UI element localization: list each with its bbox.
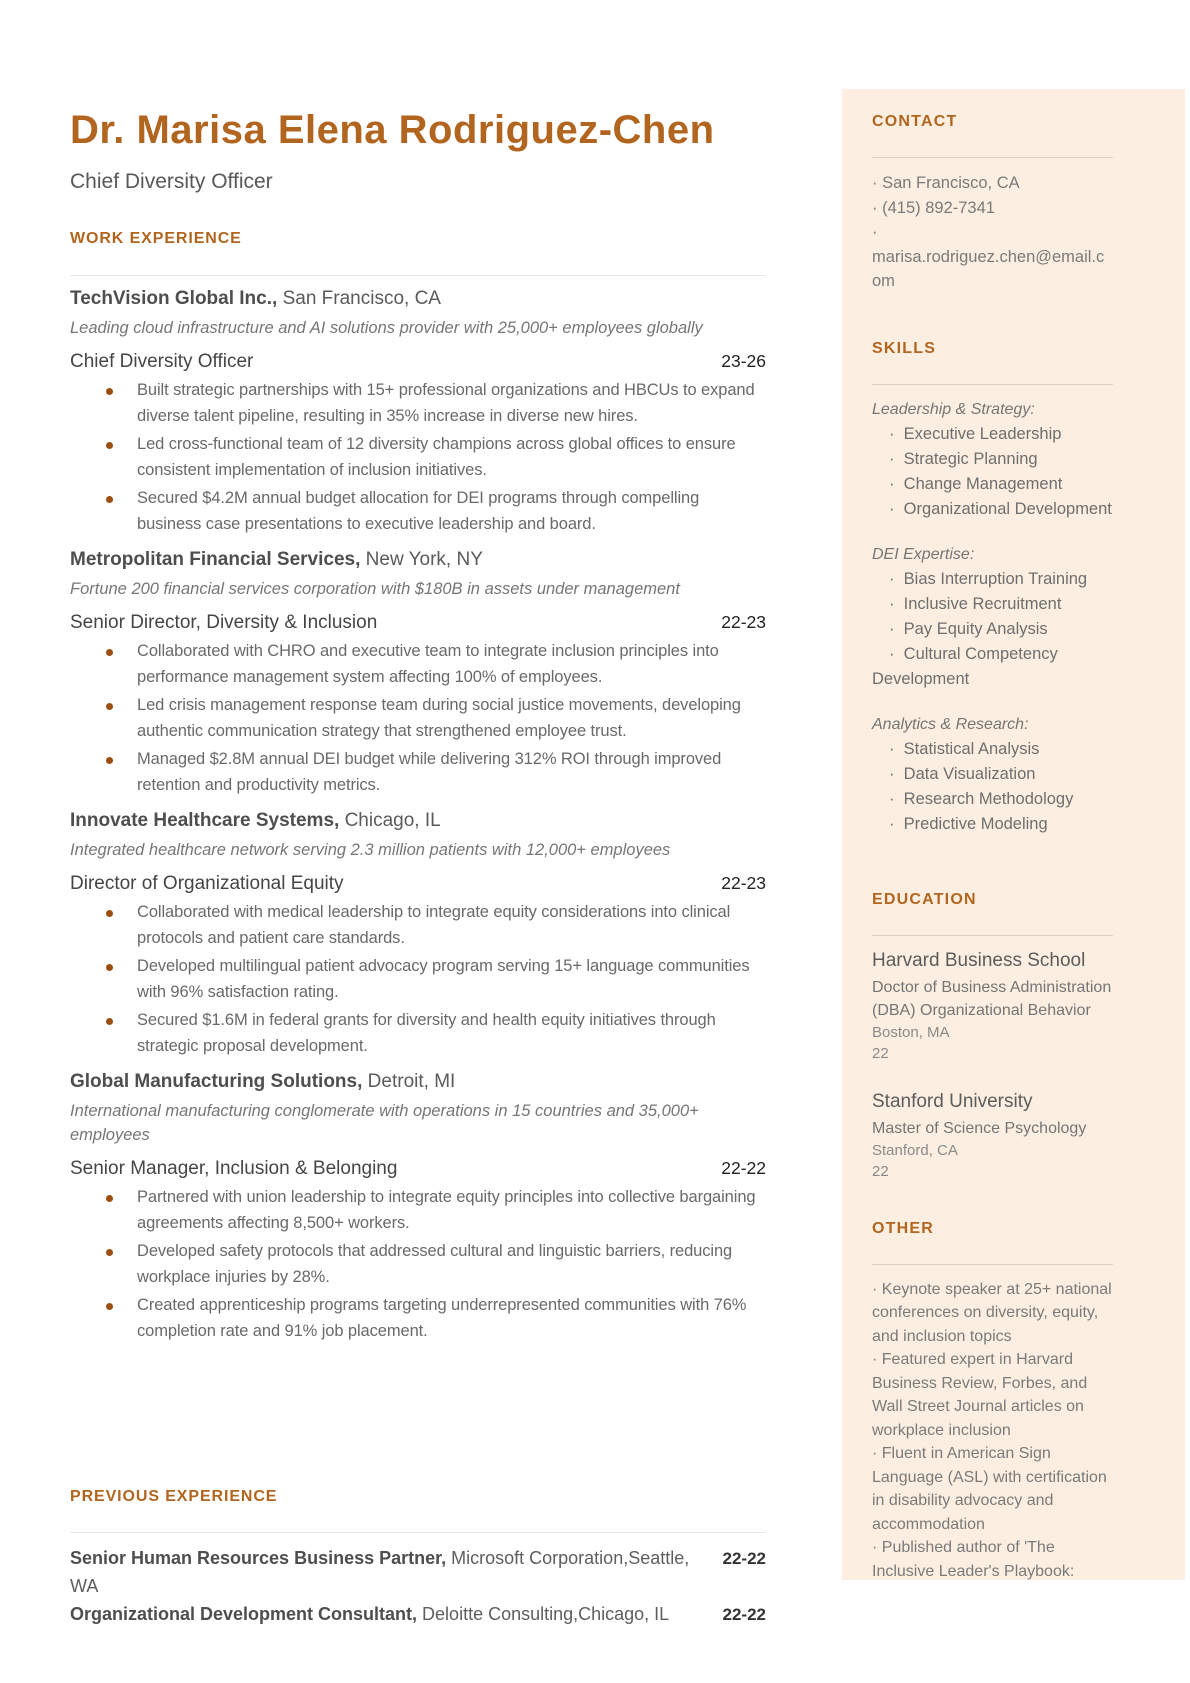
candidate-title: Chief Diversity Officer [70,170,273,193]
company-description: International manufacturing conglomerate with operations in 15 countries and 35,000+ employees [70,1102,699,1144]
previous-role-line [70,1600,669,1628]
school-name: Stanford University [872,1090,1033,1112]
job-bullet-text: Collaborated with CHRO and executive team to integrate inclusion principles into performance management system affecting 100% of employees. [137,642,719,686]
sidebar-divider [872,157,1113,158]
job-bullet [70,1293,766,1344]
company-description: Integrated healthcare network serving 2.3 million patients with 12,000+ employees [70,841,671,859]
previous-role-company: Deloitte Consulting,Chicago, IL [417,1604,670,1624]
other-heading: OTHER [872,1219,934,1237]
skill-item: · Cultural Competency Development [872,642,1113,692]
skill-item: · Bias Interruption Training [872,567,1113,592]
contact-email: marisa.rodriguez.chen@email.com [872,247,1105,290]
bullet-icon [106,649,113,656]
bullet-icon [872,220,1113,245]
company-location: Chicago, IL [339,810,441,831]
previous-role-company: Microsoft Corporation,Seattle, WA [70,1548,690,1596]
job-entry [70,1069,766,1344]
role-title: Senior Manager, Inclusion & Belonging [70,1158,398,1179]
job-bullet-text: Led cross-functional team of 12 diversity champions across global offices to ensure consistent implementation of inclusion initiatives. [137,435,736,479]
other-item: · Keynote speaker at 25+ national conferences on diversity, equity, and inclusion topics [872,1278,1113,1349]
previous-role-line [70,1544,715,1600]
role-row [70,1158,766,1180]
contact-phone: · (415) 892-7341 [872,196,1113,221]
previous-role-title: Organizational Development Consultant, [70,1604,418,1624]
previous-role-dates: 22-22 [722,1605,766,1624]
bullet-icon [106,388,113,395]
resume-main-column [70,92,766,1347]
job-bullet-text: Developed safety protocols that addressed cultural and linguistic barriers, reducing workplace injuries by 28%. [137,1242,733,1286]
skills-heading: SKILLS [872,339,937,357]
contact-location: · San Francisco, CA [872,171,1113,196]
skill-item: · Research Methodology [872,787,1113,812]
company-location: New York, NY [360,549,483,570]
job-bullet [70,378,766,429]
other-item: · Fluent in American Sign Language (ASL) with certification in disability advocacy and accommodation [872,1442,1113,1536]
job-bullet [70,639,766,690]
role-title: Senior Director, Diversity & Inclusion [70,612,378,633]
job-bullet [70,432,766,483]
school-year: 22 [872,1162,889,1180]
skill-group [872,543,1113,692]
company-name: TechVision Global Inc., [70,288,278,309]
school-location: Boston, MA [872,1023,950,1041]
previous-role-title: Senior Human Resources Business Partner, [70,1548,447,1568]
job-bullet-text: Collaborated with medical leadership to integrate equity considerations into clinical protocols and patient care standards. [137,903,731,947]
education-entry [872,949,1113,1064]
sidebar-divider [872,935,1113,936]
skill-group [872,713,1113,837]
school-degree: Doctor of Business Administration (DBA) Organizational Behavior [872,978,1112,1019]
other-item: · Published author of 'The Inclusive Leader's Playbook: [872,1536,1113,1583]
skill-group-label: Leadership & Strategy: [872,400,1035,418]
job-bullet-text: Secured $1.6M in federal grants for diversity and health equity initiatives through strategic proposal development. [137,1011,716,1055]
bullet-icon [106,442,113,449]
school-year: 22 [872,1044,889,1062]
job-bullet-text: Built strategic partnerships with 15+ professional organizations and HBCUs to expand diverse talent pipeline, resulting in 35% increase in diverse new hires. [137,381,755,425]
role-row [70,351,766,373]
role-dates: 22-22 [721,1158,766,1178]
job-bullet-text: Secured $4.2M annual budget allocation for DEI programs through compelling business case presentations to executive leadership and board. [137,489,700,533]
job-bullet [70,900,766,951]
job-bullet-list [70,1185,766,1344]
skill-item: · Pay Equity Analysis [872,617,1113,642]
company-name: Metropolitan Financial Services, [70,549,361,570]
skill-item: · Strategic Planning [872,447,1113,472]
skill-group-label: DEI Expertise: [872,545,975,563]
education-entry [872,1090,1113,1182]
role-title: Director of Organizational Equity [70,873,344,894]
skill-item: · Organizational Development [872,497,1113,522]
job-bullet-text: Partnered with union leadership to integrate equity principles into collective bargaining agreements affecting 8,500+ workers. [137,1188,756,1232]
bullet-icon [106,1195,113,1202]
company-location: Detroit, MI [362,1071,456,1092]
skill-item: · Data Visualization [872,762,1113,787]
previous-experience-section [70,1488,766,1629]
role-dates: 22-23 [721,873,766,893]
candidate-name: Dr. Marisa Elena Rodriguez-Chen [70,108,715,152]
work-experience-heading: WORK EXPERIENCE [70,230,242,247]
school-name: Harvard Business School [872,949,1086,971]
section-divider [70,1532,766,1533]
company-line [70,1069,766,1094]
job-bullet [70,486,766,537]
sidebar-divider [872,1264,1113,1265]
section-divider [70,275,766,276]
previous-experience-heading: PREVIOUS EXPERIENCE [70,1488,278,1505]
company-line [70,286,766,311]
bullet-icon [106,757,113,764]
job-bullet-list [70,378,766,537]
job-bullet [70,747,766,798]
bullet-icon [106,1303,113,1310]
school-degree: Master of Science Psychology [872,1119,1087,1137]
bullet-icon [106,496,113,503]
job-bullet-list [70,900,766,1059]
company-line [70,547,766,572]
other-item: · Featured expert in Harvard Business Review, Forbes, and Wall Street Journal articles on workplace inclusion [872,1348,1113,1442]
school-location: Stanford, CA [872,1141,958,1159]
job-bullet-text: Led crisis management response team during social justice movements, developing authentic communication strategy that strengthened employee trust. [137,696,741,740]
skill-group [872,398,1113,522]
previous-experience-row [70,1600,766,1629]
bullet-icon [106,964,113,971]
role-title: Chief Diversity Officer [70,351,254,372]
role-dates: 23-26 [721,351,766,371]
company-description: Fortune 200 financial services corporation with $180B in assets under management [70,580,680,598]
skill-group-label: Analytics & Research: [872,715,1029,733]
bullet-icon [106,1249,113,1256]
company-description: Leading cloud infrastructure and AI solutions provider with 25,000+ employees globally [70,319,703,337]
job-bullet-text: Managed $2.8M annual DEI budget while delivering 312% ROI through improved retention and productivity metrics. [137,750,722,794]
job-bullet-text: Developed multilingual patient advocacy program serving 15+ language communities with 96% satisfaction rating. [137,957,750,1001]
role-dates: 22-23 [721,612,766,632]
bullet-icon [106,1018,113,1025]
sidebar-divider [872,384,1113,385]
role-row [70,612,766,634]
job-bullet-text: Created apprenticeship programs targeting underrepresented communities with 76% completion rate and 91% job placement. [137,1296,747,1340]
bullet-icon [106,703,113,710]
education-heading: EDUCATION [872,890,977,908]
previous-experience-row [70,1544,766,1600]
skill-item: · Executive Leadership [872,422,1113,447]
job-bullet [70,954,766,1005]
skill-item: · Change Management [872,472,1113,497]
job-entry [70,547,766,798]
bullet-icon [106,910,113,917]
skill-item: · Inclusive Recruitment [872,592,1113,617]
job-bullet [70,1239,766,1290]
skill-item: · Predictive Modeling [872,812,1113,837]
skill-item: · Statistical Analysis [872,737,1113,762]
company-line [70,808,766,833]
sidebar-panel [842,89,1185,1580]
company-name: Innovate Healthcare Systems, [70,810,340,831]
job-bullet-list [70,639,766,798]
job-bullet [70,1008,766,1059]
contact-heading: CONTACT [872,113,958,130]
company-location: San Francisco, CA [277,288,441,309]
job-bullet [70,1185,766,1236]
job-entry [70,808,766,1059]
previous-role-dates: 22-22 [722,1549,766,1568]
job-entry [70,286,766,537]
role-row [70,873,766,895]
company-name: Global Manufacturing Solutions, [70,1071,363,1092]
job-bullet [70,693,766,744]
